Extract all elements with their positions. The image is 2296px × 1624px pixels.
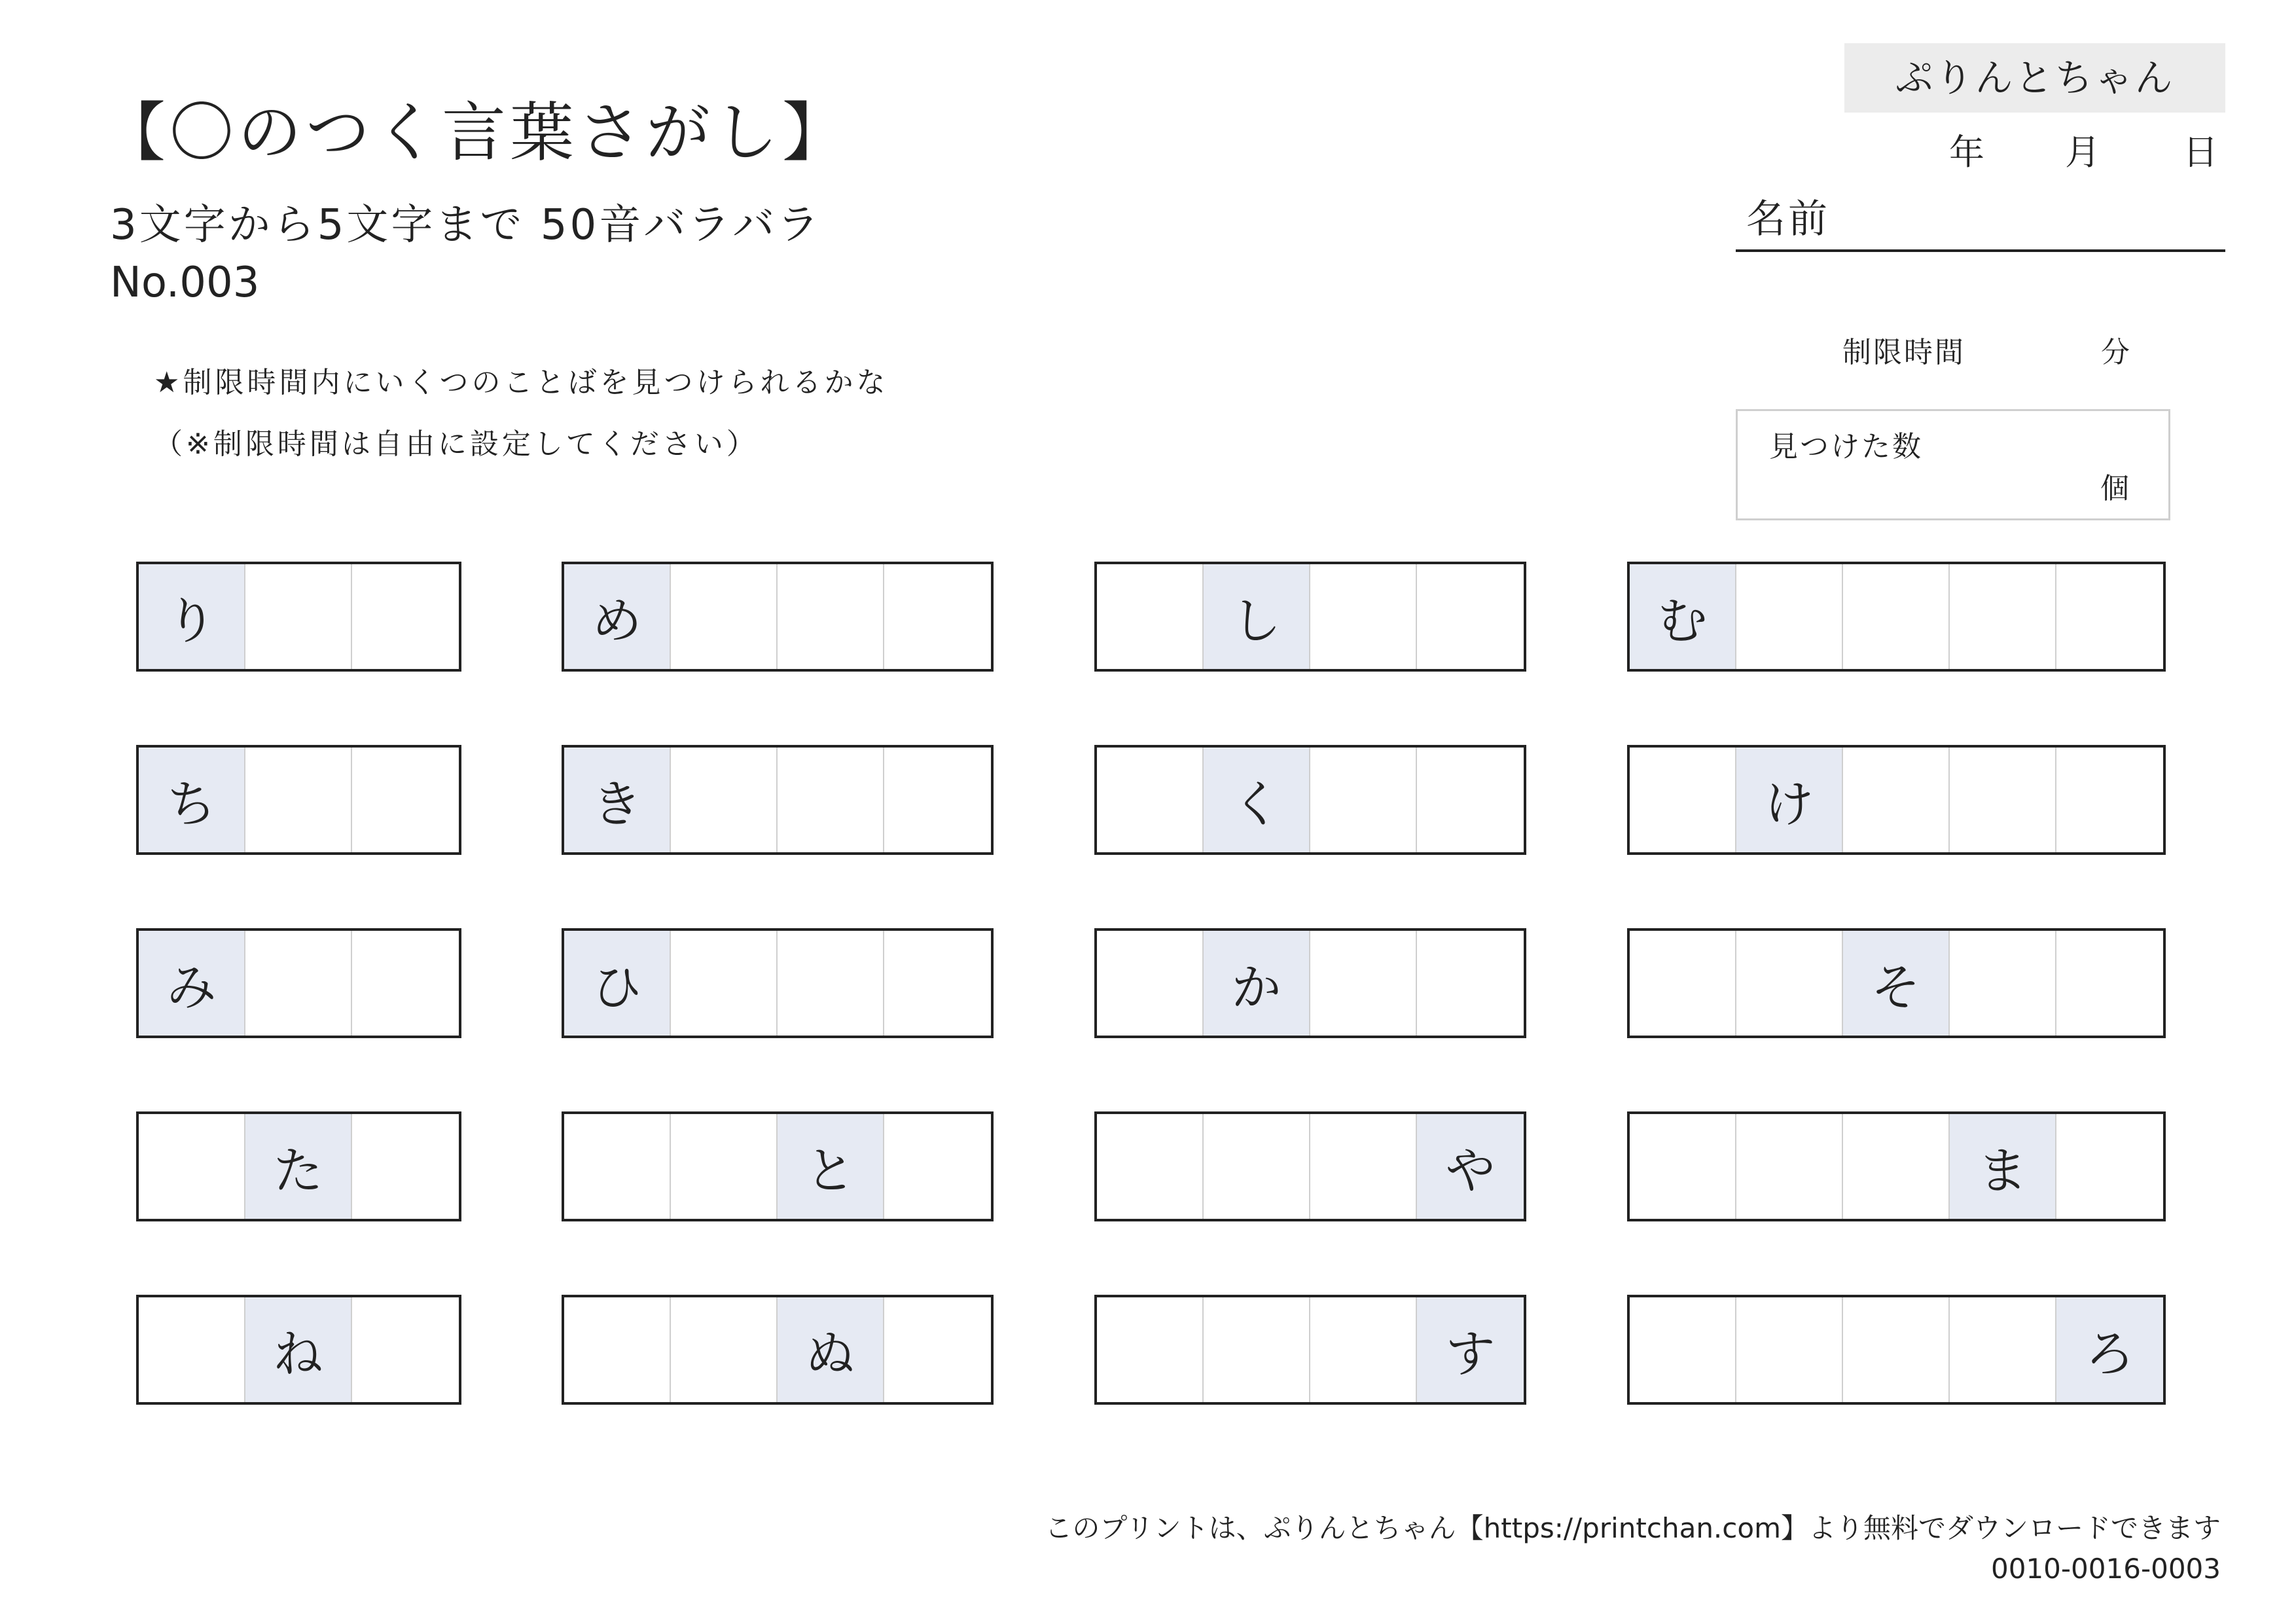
- date-month-label: 月: [2065, 132, 2100, 173]
- blank-cell[interactable]: [778, 748, 884, 852]
- time-limit-unit: 分: [2101, 336, 2132, 369]
- page-title: 【〇のつく言葉さがし】: [101, 96, 851, 170]
- footer-credit: このプリントは、ぷりんとちゃん【https://printchan.com】より無料でダウンロードできます: [1045, 1512, 2221, 1544]
- blank-cell[interactable]: [1417, 748, 1524, 852]
- word-grid: [1094, 562, 1526, 672]
- word-grid: [562, 1295, 994, 1405]
- word-grid: [562, 562, 994, 672]
- blank-cell[interactable]: [139, 1114, 245, 1219]
- given-letter-cell: り: [139, 564, 245, 669]
- blank-cell[interactable]: [778, 564, 884, 669]
- given-letter-cell: め: [564, 564, 671, 669]
- date-day-label: 日: [2183, 132, 2218, 173]
- blank-cell[interactable]: [1843, 564, 1950, 669]
- given-letter-cell: き: [564, 748, 671, 852]
- given-letter-cell: と: [778, 1114, 884, 1219]
- blank-cell[interactable]: [2056, 1114, 2163, 1219]
- word-grid: [1627, 745, 2166, 855]
- given-letter-cell: し: [1204, 564, 1310, 669]
- given-letter-cell: く: [1204, 748, 1310, 852]
- blank-cell[interactable]: [245, 564, 352, 669]
- blank-cell[interactable]: [1843, 1297, 1950, 1402]
- blank-cell[interactable]: [1204, 1297, 1310, 1402]
- word-grid: [1094, 745, 1526, 855]
- word-grid: [136, 562, 461, 672]
- instruction-line-2: （※制限時間は自由に設定してください）: [154, 427, 759, 461]
- word-grid: [1627, 928, 2166, 1038]
- given-letter-cell: す: [1417, 1297, 1524, 1402]
- name-label: 名前: [1746, 196, 1830, 242]
- blank-cell[interactable]: [2056, 564, 2163, 669]
- blank-cell[interactable]: [1417, 931, 1524, 1036]
- blank-cell[interactable]: [671, 931, 778, 1036]
- blank-cell[interactable]: [1310, 748, 1417, 852]
- blank-cell[interactable]: [1736, 1297, 1843, 1402]
- blank-cell[interactable]: [1310, 1114, 1417, 1219]
- blank-cell[interactable]: [1736, 1114, 1843, 1219]
- word-grid: [1094, 1295, 1526, 1405]
- blank-cell[interactable]: [1097, 564, 1204, 669]
- blank-cell[interactable]: [884, 564, 991, 669]
- word-grid: [136, 1111, 461, 1221]
- blank-cell[interactable]: [1630, 1114, 1736, 1219]
- blank-cell[interactable]: [1310, 564, 1417, 669]
- word-grid: [136, 928, 461, 1038]
- blank-cell[interactable]: [1097, 1297, 1204, 1402]
- blank-cell[interactable]: [564, 1114, 671, 1219]
- blank-cell[interactable]: [1417, 564, 1524, 669]
- blank-cell[interactable]: [671, 748, 778, 852]
- blank-cell[interactable]: [2056, 748, 2163, 852]
- blank-cell[interactable]: [778, 931, 884, 1036]
- word-grid: [1094, 928, 1526, 1038]
- blank-cell[interactable]: [884, 1114, 991, 1219]
- blank-cell[interactable]: [352, 931, 459, 1036]
- word-grid: [1094, 1111, 1526, 1221]
- blank-cell[interactable]: [1736, 931, 1843, 1036]
- blank-cell[interactable]: [2056, 931, 2163, 1036]
- page-subtitle: 3文字から5文字まで 50音バラバラ: [110, 201, 822, 249]
- given-letter-cell: け: [1736, 748, 1843, 852]
- found-count-unit: 個: [2100, 472, 2129, 505]
- name-field[interactable]: [1736, 193, 2225, 252]
- blank-cell[interactable]: [884, 748, 991, 852]
- found-count-box[interactable]: [1736, 409, 2170, 520]
- blank-cell[interactable]: [1950, 931, 2056, 1036]
- word-grid: [562, 1111, 994, 1221]
- word-grid: [136, 1295, 461, 1405]
- blank-cell[interactable]: [1097, 1114, 1204, 1219]
- blank-cell[interactable]: [1097, 931, 1204, 1036]
- blank-cell[interactable]: [1097, 748, 1204, 852]
- word-grid: [1627, 1111, 2166, 1221]
- blank-cell[interactable]: [671, 1297, 778, 1402]
- worksheet-number: No.003: [110, 259, 260, 307]
- blank-cell[interactable]: [884, 931, 991, 1036]
- found-count-label: 見つけた数: [1769, 430, 1923, 463]
- blank-cell[interactable]: [1630, 931, 1736, 1036]
- given-letter-cell: ね: [245, 1297, 352, 1402]
- blank-cell[interactable]: [1310, 931, 1417, 1036]
- given-letter-cell: や: [1417, 1114, 1524, 1219]
- given-letter-cell: ろ: [2056, 1297, 2163, 1402]
- blank-cell[interactable]: [671, 564, 778, 669]
- blank-cell[interactable]: [1310, 1297, 1417, 1402]
- blank-cell[interactable]: [1950, 1297, 2056, 1402]
- blank-cell[interactable]: [1630, 748, 1736, 852]
- word-grid: [562, 928, 994, 1038]
- blank-cell[interactable]: [139, 1297, 245, 1402]
- blank-cell[interactable]: [352, 748, 459, 852]
- given-letter-cell: む: [1630, 564, 1736, 669]
- time-limit-label: 制限時間: [1842, 336, 1965, 369]
- given-letter-cell: み: [139, 931, 245, 1036]
- blank-cell[interactable]: [245, 931, 352, 1036]
- blank-cell[interactable]: [1630, 1297, 1736, 1402]
- blank-cell[interactable]: [352, 1297, 459, 1402]
- given-letter-cell: そ: [1843, 931, 1950, 1036]
- brand-label: ぷりんとちゃん: [1844, 43, 2225, 113]
- blank-cell[interactable]: [245, 748, 352, 852]
- blank-cell[interactable]: [884, 1297, 991, 1402]
- blank-cell[interactable]: [352, 1114, 459, 1219]
- blank-cell[interactable]: [671, 1114, 778, 1219]
- word-grid: [1627, 562, 2166, 672]
- given-letter-cell: ぬ: [778, 1297, 884, 1402]
- given-letter-cell: ひ: [564, 931, 671, 1036]
- given-letter-cell: ま: [1950, 1114, 2056, 1219]
- instruction-line-1: ★制限時間内にいくつのことばを見つけられるかな: [154, 366, 889, 399]
- word-grid: [136, 745, 461, 855]
- blank-cell[interactable]: [1950, 748, 2056, 852]
- blank-cell[interactable]: [352, 564, 459, 669]
- footer-code: 0010-0016-0003: [1991, 1553, 2221, 1585]
- given-letter-cell: た: [245, 1114, 352, 1219]
- given-letter-cell: か: [1204, 931, 1310, 1036]
- date-year-label: 年: [1949, 132, 1984, 173]
- blank-cell[interactable]: [564, 1297, 671, 1402]
- blank-cell[interactable]: [1843, 748, 1950, 852]
- blank-cell[interactable]: [1736, 564, 1843, 669]
- blank-cell[interactable]: [1950, 564, 2056, 669]
- blank-cell[interactable]: [1204, 1114, 1310, 1219]
- given-letter-cell: ち: [139, 748, 245, 852]
- word-grid: [562, 745, 994, 855]
- word-grid: [1627, 1295, 2166, 1405]
- blank-cell[interactable]: [1843, 1114, 1950, 1219]
